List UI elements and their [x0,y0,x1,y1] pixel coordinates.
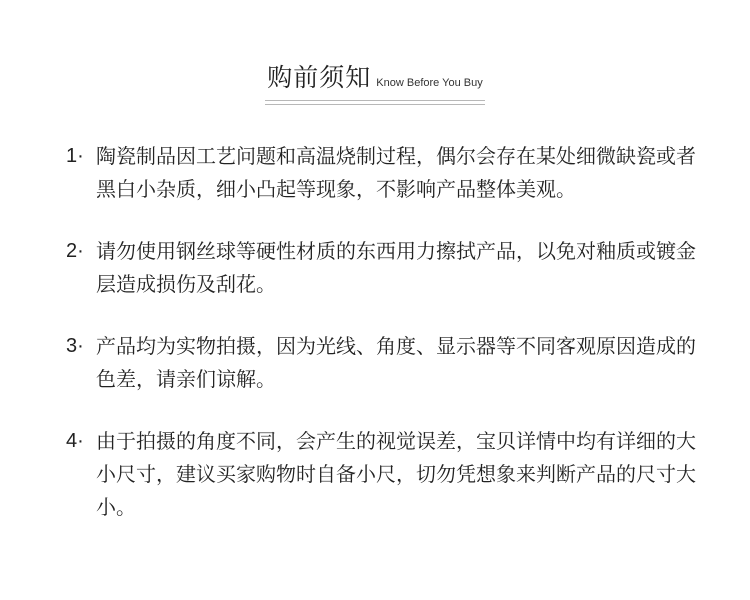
notice-text: 由于拍摄的角度不同，会产生的视觉误差，宝贝详情中均有详细的大小尺寸，建议买家购物时自备小尺，切勿凭想象来判断产品的尺寸大小。 [96,429,696,519]
title-underline-block [265,58,484,101]
notice-header [0,58,750,101]
notice-item-4 [66,425,706,524]
notice-item-2 [66,235,706,301]
page-title: 购前须知 [267,63,372,92]
notice-text: 产品均为实物拍摄，因为光线、角度、显示器等不同客观原因造成的色差，请亲们谅解。 [96,334,696,391]
notice-number: 1· [66,145,84,167]
notice-item-3 [66,330,706,396]
notice-number: 4· [66,430,84,452]
page-subtitle: Know Before You Buy [376,77,483,89]
notice-number: 3· [66,335,84,357]
notice-text: 请勿使用钢丝球等硬性材质的东西用力擦拭产品，以免对釉质或镀金层造成损伤及刮花。 [96,239,696,296]
notice-item-1 [66,140,706,206]
notice-list [66,140,706,524]
notice-number: 2· [66,240,84,262]
notice-text: 陶瓷制品因工艺问题和高温烧制过程，偶尔会存在某处细微缺瓷或者黑白小杂质，细小凸起等现象，不影响产品整体美观。 [96,144,696,201]
